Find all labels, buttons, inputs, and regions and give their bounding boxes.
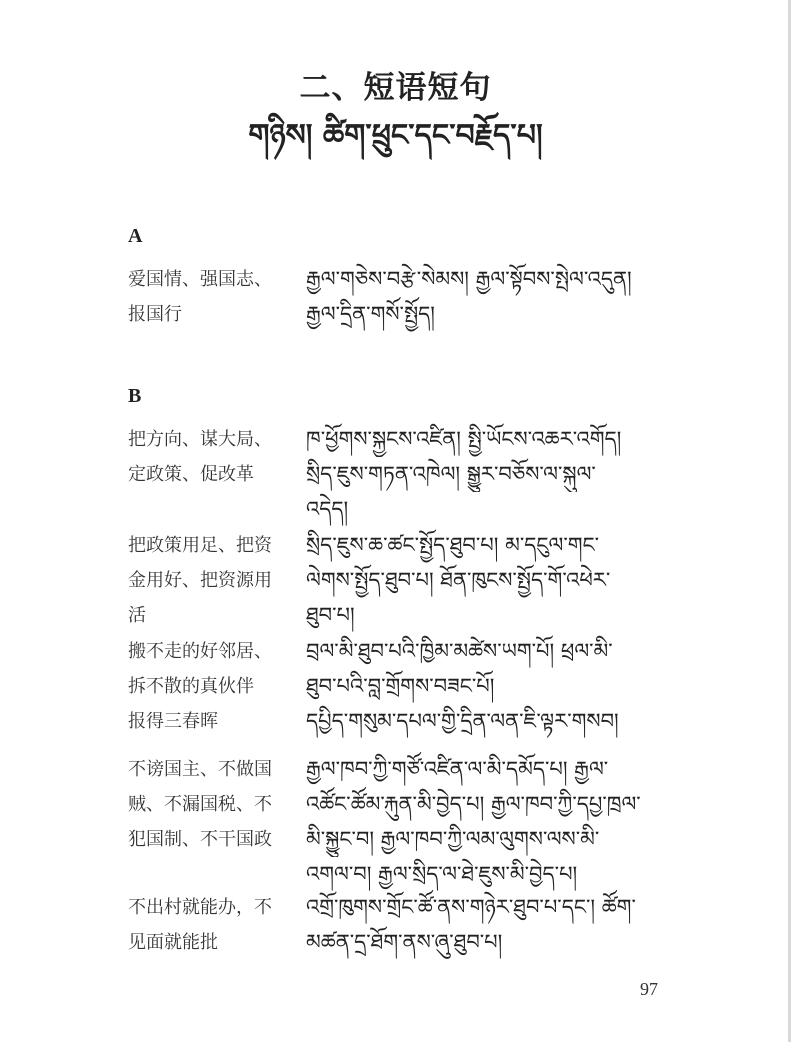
chinese-line: 金用好、把资源用 bbox=[128, 570, 272, 591]
tibetan-line: ཁ་ཕྱོགས་སྐྱངས་འཛིན། སྤྱི་ཡོངས་འཆར་འགོད། bbox=[306, 427, 622, 451]
entry-chinese bbox=[128, 890, 293, 960]
entry-chinese bbox=[128, 262, 293, 332]
chinese-line: 爱国情、强国志、 bbox=[128, 269, 272, 290]
chapter-title-tibetan: གཉིས། ཚིག་ཕྲུང་དང་བརྗོད་པ། bbox=[248, 118, 543, 153]
entry-tibetan bbox=[306, 752, 681, 892]
chinese-line: 活 bbox=[128, 605, 146, 626]
tibetan-line: མི་སྐྱུང་བ། རྒྱལ་ཁབ་ཀྱི་ལམ་ལུགས་ལས་མི་ bbox=[306, 827, 600, 851]
chinese-line: 把政策用足、把资 bbox=[128, 535, 272, 556]
entry-tibetan bbox=[306, 422, 681, 527]
tibetan-line: རྒྱལ་དྲིན་གསོ་སྤྱོད། bbox=[306, 302, 435, 326]
tibetan-line: རྒྱལ་ཁབ་ཀྱི་གཙོ་འཛིན་ལ་མི་དམོད་པ། རྒྱལ་ bbox=[306, 757, 609, 781]
tibetan-line: རྒྱལ་གཅེས་བརྩེ་སེམས། རྒྱལ་སྟོབས་སྤེལ་འདུན། bbox=[306, 267, 632, 291]
chinese-line: 报得三春晖 bbox=[128, 711, 218, 732]
entry-tibetan bbox=[306, 704, 681, 739]
entry-chinese bbox=[128, 634, 293, 704]
chinese-line: 拆不散的真伙伴 bbox=[128, 676, 254, 697]
entry-tibetan bbox=[306, 528, 681, 633]
chapter-title-chinese: 二、短语短句 bbox=[299, 70, 492, 106]
chinese-line: 搬不走的好邻居、 bbox=[128, 641, 272, 662]
tibetan-line: འགྲོ་ཁུགས་གྲོང་ཚོ་ནས་གཉེར་ཐུབ་པ་དང་། ཚོག་ bbox=[306, 895, 636, 919]
entry-chinese bbox=[128, 422, 293, 492]
chinese-line: 把方向、谋大局、 bbox=[128, 429, 272, 450]
tibetan-line: དཔྱིད་གསུམ་དཔལ་གྱི་དྲིན་ལན་ཇི་ལྟར་གསབ། bbox=[306, 709, 619, 733]
entry-chinese bbox=[128, 752, 293, 857]
chinese-line: 不出村就能办，不 bbox=[128, 897, 272, 918]
tibetan-line: འདེད། bbox=[306, 497, 349, 521]
chinese-line: 定政策、促改革 bbox=[128, 464, 254, 485]
chinese-line: 报国行 bbox=[128, 304, 182, 325]
chinese-line: 贼、不漏国税、不 bbox=[128, 794, 272, 815]
tibetan-line: ཐུབ་པའི་བླ་གྲོགས་བཟང་པོ། bbox=[306, 674, 495, 698]
chinese-line: 见面就能批 bbox=[128, 932, 218, 953]
tibetan-line: འཚོང་ཚོམ་རྐུན་མི་བྱེད་པ། རྒྱལ་ཁབ་ཀྱི་དཔྱ་ཁྲལ་ bbox=[306, 792, 641, 816]
entry-chinese bbox=[128, 528, 293, 633]
tibetan-line: མཚན་དྲ་ཐོག་ནས་ཞུ་ཐུབ་པ། bbox=[306, 930, 503, 954]
tibetan-line: སྲིད་ཇུས་གཏན་འཁེལ། སྒྱུར་བཅོས་ལ་སྐུལ་ bbox=[306, 462, 596, 486]
entry-tibetan bbox=[306, 890, 681, 960]
entry-chinese bbox=[128, 704, 293, 739]
entry-tibetan bbox=[306, 634, 681, 704]
entry-tibetan bbox=[306, 262, 681, 332]
chinese-line: 犯国制、不干国政 bbox=[128, 829, 272, 850]
tibetan-line: ལེགས་སྤྱོད་ཐུབ་པ། ཐོན་ཁུངས་སྤྱོད་གོ་འཕེར་ bbox=[306, 568, 611, 592]
section-letter-b: B bbox=[128, 385, 142, 407]
tibetan-line: སྲིད་ཇུས་ཆ་ཚང་སྤྱོད་ཐུབ་པ། མ་དངུལ་གང་ bbox=[306, 533, 600, 557]
section-letter-a: A bbox=[128, 225, 143, 247]
tibetan-line: འགལ་བ། རྒྱལ་སྲིད་ལ་ཐེ་ཇུས་མི་བྱེད་པ། bbox=[306, 862, 578, 886]
page-number: 97 bbox=[640, 979, 658, 999]
chinese-line: 不谤国主、不做国 bbox=[128, 759, 272, 780]
tibetan-line: ཐུབ་པ། bbox=[306, 603, 355, 627]
tibetan-line: བྲལ་མི་ཐུབ་པའི་ཁྱིམ་མཚེས་ཡག་པོ། ཕྲལ་མི་ bbox=[306, 639, 613, 663]
